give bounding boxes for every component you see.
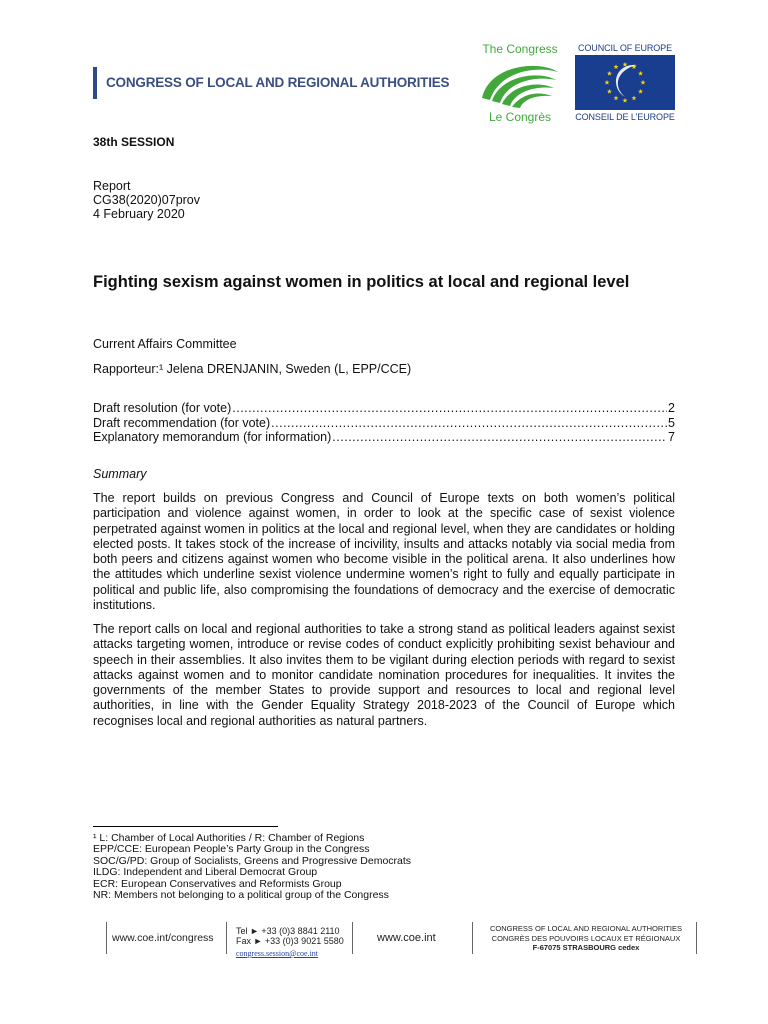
session-label: 38th SESSION bbox=[93, 135, 175, 149]
toc-item[interactable] bbox=[93, 416, 675, 431]
flag-star bbox=[623, 98, 628, 103]
flag-star bbox=[632, 95, 637, 100]
report-meta bbox=[93, 179, 200, 221]
footer-address-line: CONGRÈS DES POUVOIRS LOCAUX ET RÉGIONAUX bbox=[491, 933, 681, 943]
congress-logo bbox=[478, 42, 562, 124]
congress-swoosh-icon bbox=[480, 58, 560, 110]
page-footer bbox=[100, 918, 700, 962]
toc-item[interactable] bbox=[93, 401, 675, 416]
toc-item[interactable] bbox=[93, 430, 675, 445]
report-date: 4 February 2020 bbox=[93, 207, 185, 221]
footnote-line: NR: Members not belonging to a political group of the Congress bbox=[93, 889, 389, 902]
toc-leader-dots bbox=[232, 401, 667, 416]
congress-logo-top-text: The Congress bbox=[482, 42, 558, 56]
footer-coe-website-link[interactable]: www.coe.int bbox=[377, 932, 436, 944]
toc-leader-dots bbox=[332, 430, 667, 445]
footer-address-line: CONGRESS OF LOCAL AND REGIONAL AUTHORITIES bbox=[490, 924, 682, 933]
flag-star bbox=[614, 64, 619, 69]
document-title: Fighting sexism against women in politics at local and regional level bbox=[93, 273, 630, 291]
header-accent-bar bbox=[93, 67, 97, 99]
flag-star bbox=[638, 71, 643, 76]
summary-heading: Summary bbox=[93, 467, 147, 481]
toc-item-page: 7 bbox=[668, 430, 675, 444]
footnote-line: ILDG: Independent and Liberal Democrat Group bbox=[93, 866, 318, 879]
footnote-line: EPP/CCE: European People’s Party Group in the Congress bbox=[93, 843, 370, 856]
flag-star bbox=[641, 80, 646, 85]
footer-fax: Fax ► +33 (0)3 9021 5580 bbox=[236, 936, 344, 946]
toc-item-label: Draft resolution (for vote) bbox=[93, 401, 232, 415]
footer-divider bbox=[106, 922, 107, 954]
footnote-line: ECR: European Conservatives and Reformists Group bbox=[93, 877, 342, 890]
flag-star bbox=[607, 89, 612, 94]
congress-logo-bottom-text: Le Congrès bbox=[488, 110, 552, 124]
toc-item-label: Explanatory memorandum (for information) bbox=[93, 430, 332, 444]
org-title: CONGRESS OF LOCAL AND REGIONAL AUTHORITIES bbox=[106, 75, 450, 90]
footer-congress-website-link[interactable]: www.coe.int/congress bbox=[112, 932, 214, 944]
flag-star bbox=[614, 95, 619, 100]
footer-address-line: F-67075 STRASBOURG cedex bbox=[532, 943, 640, 952]
footer-tel: Tel ► +33 (0)3 8841 2110 bbox=[236, 926, 340, 936]
flag-star bbox=[607, 71, 612, 76]
footnote-divider bbox=[93, 826, 278, 827]
footer-divider bbox=[472, 922, 473, 954]
footer-divider bbox=[226, 922, 227, 954]
footnote-line: ¹ L: Chamber of Local Authorities / R: Chamber of Regions bbox=[93, 832, 365, 844]
toc-leader-dots bbox=[271, 416, 667, 431]
toc-item-page: 2 bbox=[668, 401, 675, 415]
flag-star bbox=[623, 62, 628, 67]
coe-logo-top-text: COUNCIL OF EUROPE bbox=[578, 43, 672, 53]
summary-paragraph: The report builds on previous Congress and Council of Europe texts on both women’s political participation and violence against women, in order to look at the specific case of sexist violence perpetrated against women in politics at the local and regional level, when they are candidates or holding elected posts. It takes stock of the increase of incivility, insults and attacks notably via social media from both peers and citizens against women who become visible in the political arena. It also underlines how the attitudes which underline sexist violence undermine women’s right to fully and equally participate in political and public life, also compromising the foundations of democracy and the exercise of democratic institutions. bbox=[93, 491, 675, 613]
flag-star bbox=[605, 80, 610, 85]
footer-contact bbox=[236, 926, 344, 946]
footer-address bbox=[480, 924, 692, 953]
summary-paragraph: The report calls on local and regional authorities to take a strong stand as political leaders against sexist attacks targeting women, introduce or revise codes of conduct explicitly prohibiting sexist behaviour and speech in their assemblies. It also invites them to be vigilant during election periods with regard to sexist attacks against women and to monitor candidate nomination procedures for inequalities. It invites the governments of the member States to provide support and resources to local and regional level authorities, in line with the Gender Equality Strategy 2018-2023 of the Council of Europe which recognises local and regional authorities as natural partners. bbox=[93, 622, 675, 728]
footnotes bbox=[93, 833, 411, 901]
footer-divider bbox=[696, 922, 697, 954]
committee-name: Current Affairs Committee bbox=[93, 337, 237, 351]
toc-item-page: 5 bbox=[668, 415, 675, 430]
toc-item-label: Draft recommendation (for vote) bbox=[93, 415, 271, 430]
eu-stars-flag-icon bbox=[575, 55, 675, 110]
flag-star bbox=[638, 89, 643, 94]
council-of-europe-logo bbox=[574, 43, 676, 123]
footer-email-link[interactable]: congress.session@coe.int bbox=[236, 949, 319, 958]
footnote-line: SOC/G/PD: Group of Socialists, Greens and Progressive Democrats bbox=[93, 854, 412, 867]
report-type: Report bbox=[93, 179, 131, 193]
coe-logo-bottom-text: CONSEIL DE L'EUROPE bbox=[575, 112, 675, 122]
footer-divider bbox=[352, 922, 353, 954]
report-reference: CG38(2020)07prov bbox=[93, 193, 201, 207]
table-of-contents bbox=[93, 401, 675, 445]
rapporteur-line: Rapporteur:¹ Jelena DRENJANIN, Sweden (L, EPP/CCE) bbox=[93, 362, 412, 376]
